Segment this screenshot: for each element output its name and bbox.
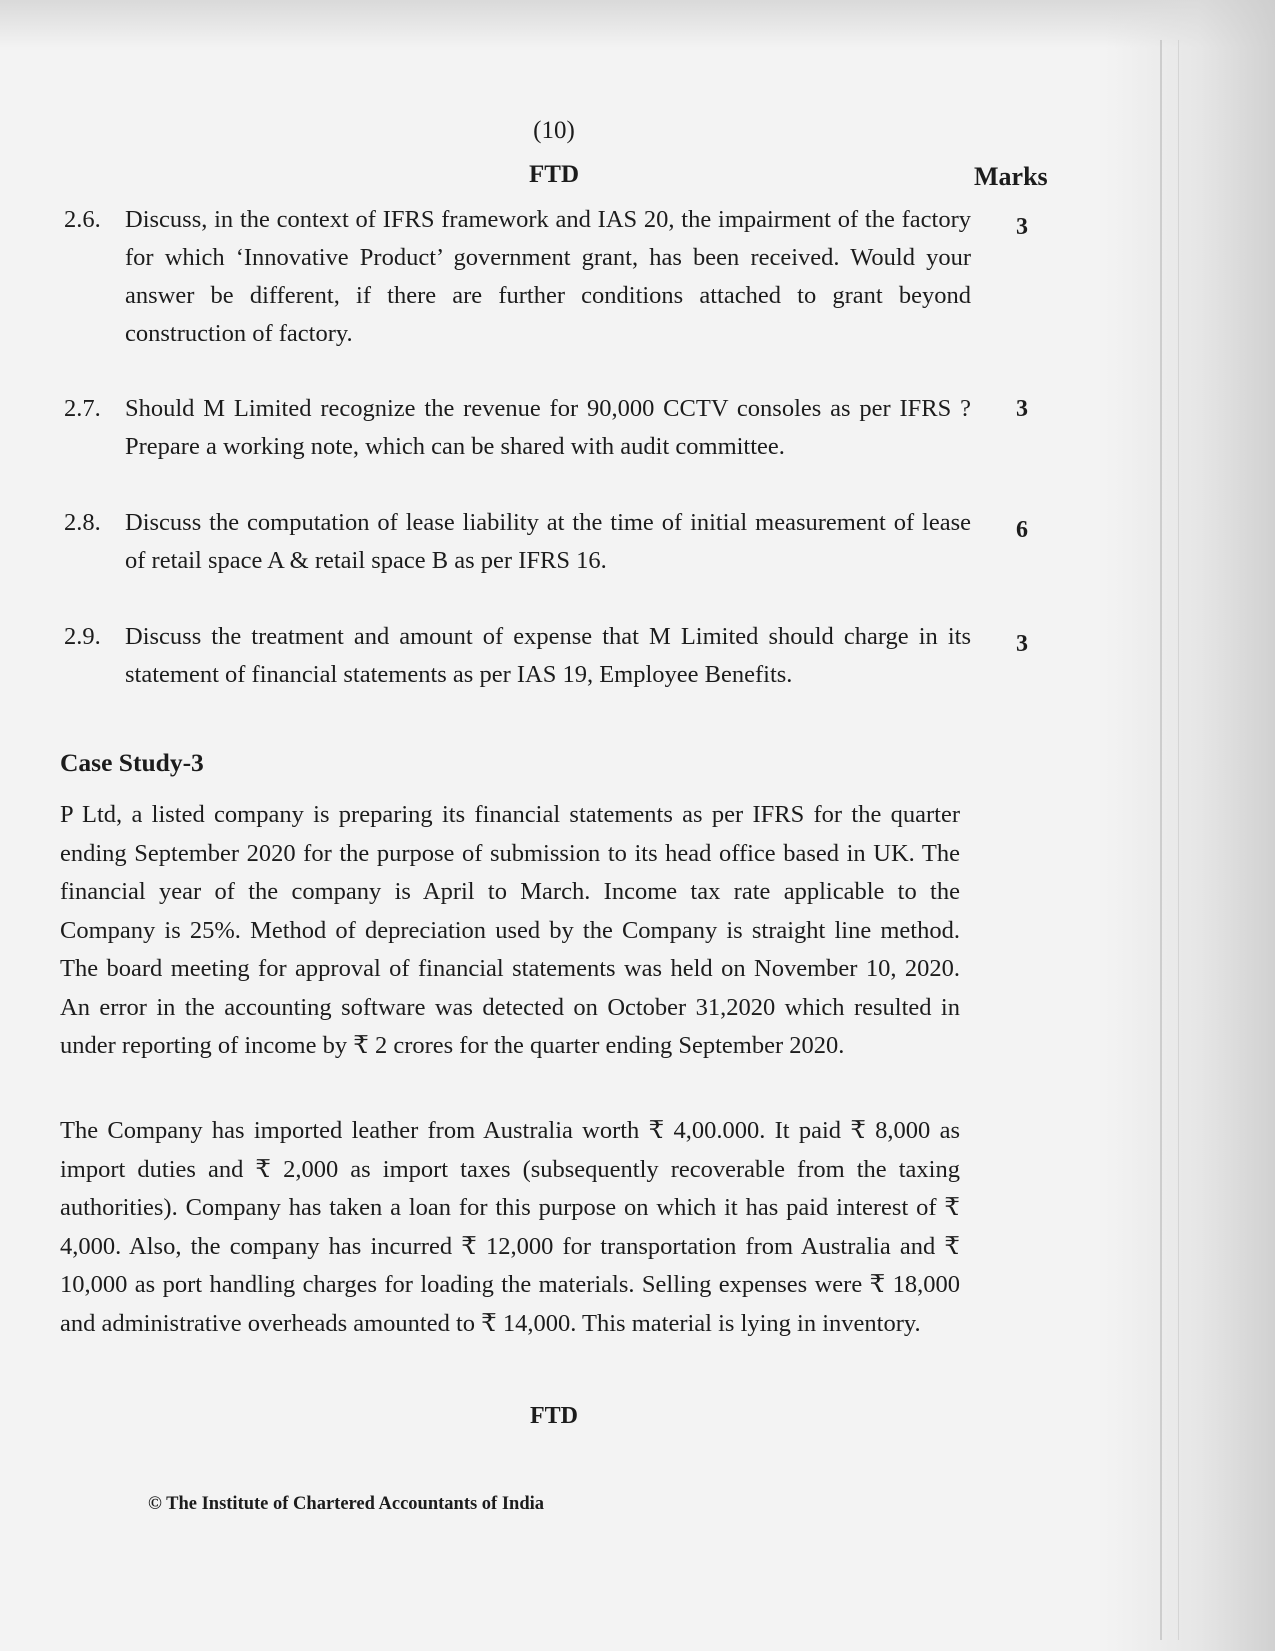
question-2-7: [64, 390, 971, 466]
page-number: (10): [533, 117, 575, 144]
scan-top-shadow: [0, 0, 1275, 48]
question-2-6: [64, 201, 971, 353]
question-number: 2.9.: [64, 623, 101, 650]
question-text: Discuss, in the context of IFRS framework and IAS 20, the impairment of the factory for which ‘Innovative Product’ government grant, has been received. Would your answer be different, if there are further conditions attached to grant beyond construction of factory.: [125, 206, 971, 347]
scan-edge-line-secondary: [1178, 40, 1179, 1640]
question-marks: 3: [1016, 396, 1028, 422]
question-number: 2.6.: [64, 206, 101, 233]
case-study-paragraph-2: The Company has imported leather from Australia worth ₹ 4,00.000. It paid ₹ 8,000 as import duties and ₹ 2,000 as import taxes (subsequently recoverable from the taxing authorities). Company has taken a loan for this purpose on which it has paid interest of ₹ 4,000. Also, the company has incurred ₹ 12,000 for transportation from Australia and ₹ 10,000 as port handling charges for loading the materials. Selling expenses were ₹ 18,000 and administrative overheads amounted to ₹ 14,000. This material is lying in inventory.: [60, 1117, 960, 1337]
footer-code: FTD: [530, 1403, 578, 1429]
question-2-8: [64, 504, 971, 580]
question-number: 2.8.: [64, 509, 101, 536]
case-study-paragraph-1: P Ltd, a listed company is preparing its financial statements as per IFRS for the quarter ending September 2020 for the purpose of submission to its head office based in UK. The financial year of the company is April to March. Income tax rate applicable to the Company is 25%. Method of depreciation used by the Company is straight line method. The board meeting for approval of financial statements was held on November 10, 2020. An error in the accounting software was detected on October 31,2020 which resulted in under reporting of income by ₹ 2 crores for the quarter ending September 2020.: [60, 801, 960, 1059]
question-marks: 3: [1016, 631, 1028, 657]
question-marks: 3: [1016, 214, 1028, 240]
scan-right-shadow: [1105, 0, 1275, 1651]
question-marks: 6: [1016, 517, 1028, 543]
question-number: 2.7.: [64, 395, 101, 422]
question-text: Should M Limited recognize the revenue for 90,000 CCTV consoles as per IFRS ? Prepare a working note, which can be shared with audit committee.: [125, 395, 971, 460]
question-text: Discuss the computation of lease liability at the time of initial measurement of lease of retail space A & retail space B as per IFRS 16.: [125, 509, 971, 574]
scan-edge-line: [1160, 40, 1162, 1640]
copyright-notice: © The Institute of Chartered Accountants of India: [148, 1494, 545, 1514]
case-study-title: Case Study-3: [60, 748, 204, 777]
header-code: FTD: [529, 161, 579, 188]
marks-heading: Marks: [974, 162, 1048, 191]
question-text: Discuss the treatment and amount of expense that M Limited should charge in its statement of financial statements as per IAS 19, Employee Benefits.: [125, 623, 971, 688]
question-2-9: [64, 618, 971, 694]
